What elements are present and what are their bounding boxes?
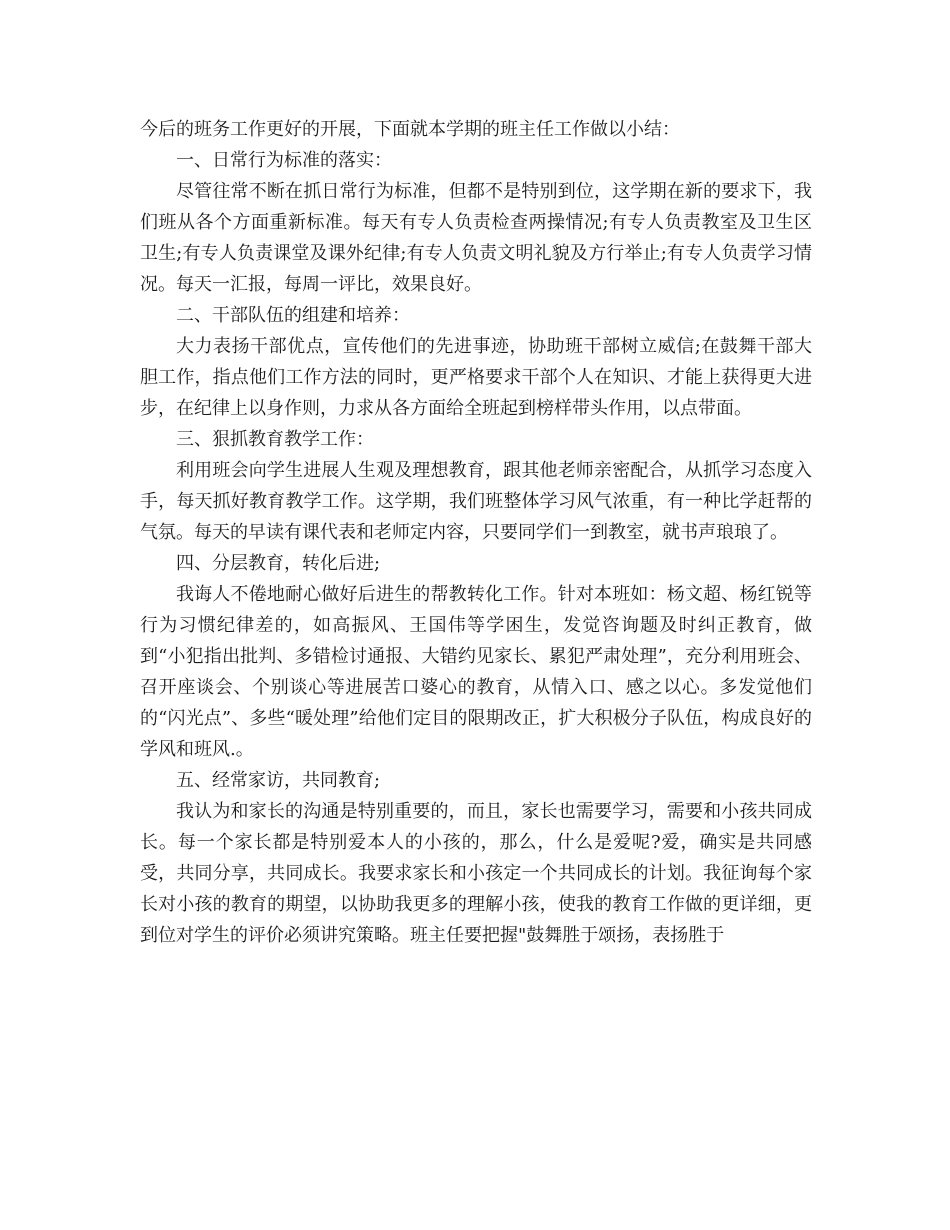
- paragraph-teaching-work: 利用班会向学生进展人生观及理想教育，跟其他老师亲密配合，从抓学习态度入手，每天抓好教育教学工作。这学期，我们班整体学习风气浓重，有一种比学赶帮的气氛。每天的早读有课代表和老师定内容，只要同学们一到教室，就书声琅琅了。: [140, 460, 812, 543]
- heading-home-visits: 五、经常家访，共同教育;: [176, 770, 381, 791]
- paragraph-cadre-team: 大力表扬干部优点，宣传他们的先进事迹，协助班干部树立威信;在鼓舞干部大胆工作，指点他们工作方法的同时，更严格要求干部个人在知识、才能上获得更大进步，在纪律上以身作则，力求从各方面给全班起到榜样带头作用，以点带面。: [140, 336, 812, 419]
- heading-tiered-education: 四、分层教育，转化后进;: [176, 553, 381, 574]
- paragraph-tiered-education: 我诲人不倦地耐心做好后进生的帮教转化工作。针对本班如：杨文超、杨红锐等行为习惯纪律差的，如高振风、王国伟等学困生，发觉咨询题及时纠正教育，做到“小犯指出批判、多错检讨通报、大错约见家长、累犯严肃处理”，充分利用班会、召开座谈会、个别谈心等进展苦口婆心的教育，从情入口、感之以心。多发觉他们的“闪光点”、多些“暖处理”给他们定目的限期改正，扩大积极分子队伍，构成良好的学风和班风.。: [140, 584, 812, 760]
- paragraph-intro: 今后的班务工作更好的开展，下面就本学期的班主任工作做以小结：: [140, 119, 680, 140]
- document-body: [140, 114, 812, 951]
- heading-cadre-team: 二、干部队伍的组建和培养：: [176, 305, 410, 326]
- paragraph-home-visits: 我认为和家长的沟通是特别重要的，而且，家长也需要学习，需要和小孩共同成长。每一个家长都是特别爱本人的小孩的，那么，什么是爱呢?爱，确实是共同感受，共同分享，共同成长。我要求家长和小孩定一个共同成长的计划。我征询每个家长对小孩的教育的期望，以协助我更多的理解小孩，使我的教育工作做的更详细，更到位对学生的评价必须讲究策略。班主任要把握"鼓舞胜于颂扬，表扬胜于: [140, 801, 812, 946]
- heading-teaching-work: 三、狠抓教育教学工作：: [176, 429, 374, 450]
- heading-daily-behavior: 一、日常行为标准的落实：: [176, 150, 392, 171]
- paragraph-daily-behavior: 尽管往常不断在抓日常行为标准，但都不是特别到位，这学期在新的要求下，我们班从各个方面重新标准。每天有专人负责检查两操情况;有专人负责教室及卫生区卫生;有专人负责课堂及课外纪律;有专人负责文明礼貌及方行举止;有专人负责学习情况。每天一汇报，每周一评比，效果良好。: [140, 181, 812, 295]
